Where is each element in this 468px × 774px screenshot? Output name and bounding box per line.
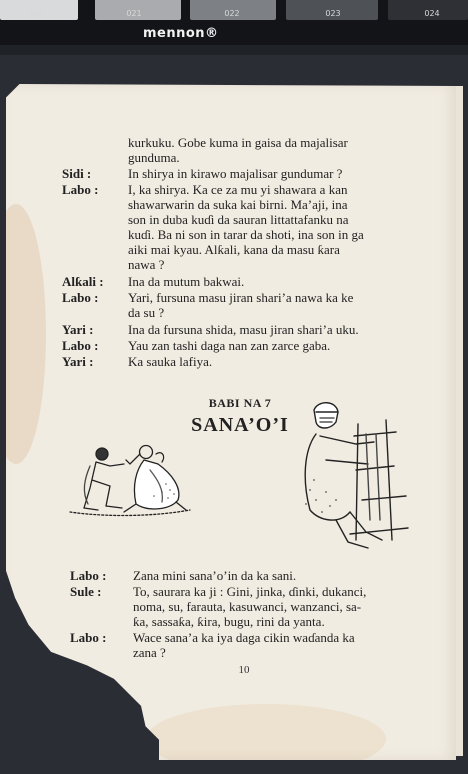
page-number: 10 xyxy=(238,664,250,676)
speaker-label: Yari : xyxy=(62,354,94,369)
color-chart-strip xyxy=(0,0,468,45)
speaker-label: Labo : xyxy=(62,338,99,353)
speaker-label: Labo : xyxy=(62,290,99,305)
swatch-number-024: 024 xyxy=(424,9,440,18)
lesson-title: SANA’O’I xyxy=(191,414,289,436)
dialogue-line: Zana mini sana’o’in da ka sani. xyxy=(133,568,297,583)
dialogue-line: Ka sauka lafiya. xyxy=(128,354,213,369)
swatch-number-023: 023 xyxy=(325,9,341,18)
speaker-label: Sidi : xyxy=(62,166,92,181)
page-stain xyxy=(146,704,386,774)
barber-illustration xyxy=(66,440,194,522)
dialogue-line: I, ka shirya. Ka ce za mu yi shawara a kan xyxy=(128,182,348,197)
dialogue-line: Ina da fursuna shida, masu jiran shari’a uku. xyxy=(128,322,359,337)
dialogue-line: nawa ? xyxy=(128,257,165,272)
dialogue-line: Yau zan tashi daga nan zan zarce gaba. xyxy=(128,338,331,353)
chart-shadow-band xyxy=(0,45,468,55)
dialogue-line: noma, su, farauta, kasuwanci, wanzanci, sa- xyxy=(133,599,362,614)
dialogue-line: Yari, fursuna masu jiran shari’a nawa ka ke xyxy=(128,290,354,305)
dialogue-line: Wace sana’a ka iya daga cikin waɗanda ka xyxy=(133,630,355,645)
swatch-number-021: 021 xyxy=(126,9,142,18)
weaver-illustration xyxy=(296,400,416,556)
speaker-label: Labo : xyxy=(70,630,107,645)
page-stain xyxy=(0,204,46,464)
dialogue-line: kuɗi. Ba ni son in tarar da shoti, ina son in ga xyxy=(128,227,364,242)
speaker-label: Alƙali : xyxy=(62,274,104,289)
dialogue-line: son in duba kuɗi da sauran littattafanku na xyxy=(128,212,349,227)
dialogue-line: da su ? xyxy=(128,305,165,320)
intro-line-2: gunduma. xyxy=(128,150,180,165)
swatch-number-022: 022 xyxy=(224,9,240,18)
speaker-label: Sule : xyxy=(70,584,102,599)
speaker-label: Labo : xyxy=(70,568,107,583)
swatch-number-020: 020 xyxy=(28,9,44,18)
speaker-label: Yari : xyxy=(62,322,94,337)
dialogue-line: aiki mai kyau. Alƙali, kana da masu ƙara xyxy=(128,242,340,257)
lesson-label: BABI NA 7 xyxy=(208,396,272,410)
intro-line-1: kurkuku. Gobe kuma in gaisa da majalisar xyxy=(128,135,348,150)
dialogue-line: To, saurara ka ji : Gini, jinka, ɗinki, dukanci, xyxy=(133,584,367,599)
dialogue-line: In shirya in kirawo majalisar gundumar ? xyxy=(128,166,343,181)
dialogue-line: ƙa, sassaƙa, ƙira, bugu, rini da yanta. xyxy=(133,614,325,629)
dialogue-line: shawarwarin da suka kai birni. Ma’aji, ina xyxy=(128,197,348,212)
dialogue-line: Ina da mutum bakwai. xyxy=(128,274,245,289)
speaker-label: Labo : xyxy=(62,182,99,197)
brand-logo: mennon® xyxy=(143,26,219,41)
dialogue-line: zana ? xyxy=(133,645,166,660)
